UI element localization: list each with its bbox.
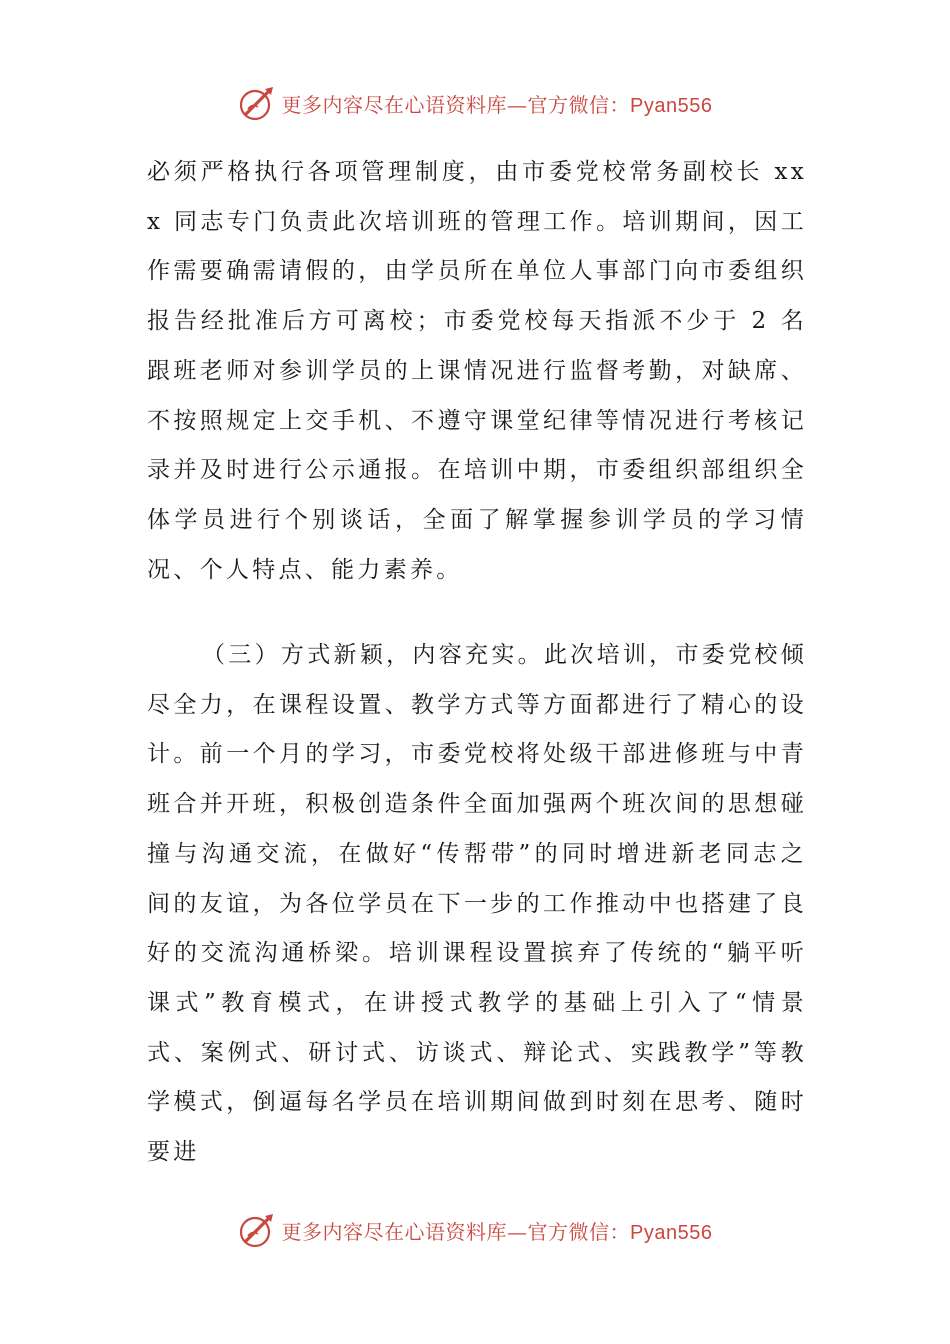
paragraph-management: 必须严格执行各项管理制度，由市委党校常务副校长 xxx 同志专门负责此次培训班的管理工作。培训期间，因工作需要确需请假的，由学员所在单位人事部门向市委组织报告经批准后方可离校；市委党校每天指派不少于 2 名跟班老师对参训学员的上课情况进行监督考勤，对缺席、不按照规定上交手机、不遵守课堂纪律等情况进行考核记录并及时进行公示通报。在培训中期，市委组织部组织全体学员进行个别谈话，全面了解掌握参训学员的学习情况、个人特点、能力素养。 xyxy=(147,159,807,583)
banner-text xyxy=(282,1216,713,1245)
pen-logo-icon xyxy=(238,83,278,123)
banner-text xyxy=(282,89,713,118)
banner-text-cn: 更多内容尽在心语资料库—官方微信： xyxy=(281,92,631,117)
banner-wechat-id: Pyan556 xyxy=(630,94,713,117)
paragraph-method-content: （三）方式新颖，内容充实。此次培训，市委党校倾尽全力，在课程设置、教学方式等方面都进行了精心的设计。前一个月的学习，市委党校将处级干部进修班与中青班合并开班，积极创造条件全面加强两个班次间的思想碰撞与沟通交流，在做好“传帮带”的同时增进新老同志之间的友谊，为各位学员在下一步的工作推动中也搭建了良好的交流沟通桥梁。培训课程设置摈弃了传统的“躺平听课式”教育模式，在讲授式教学的基础上引入了“情景式、案例式、研讨式、访谈式、辩论式、实践教学”等教学模式，倒逼每名学员在培训期间做到时刻在思考、随时要进 xyxy=(147,642,807,1166)
footer-banner xyxy=(0,1205,950,1255)
banner-text-cn: 更多内容尽在心语资料库—官方微信： xyxy=(281,1219,631,1244)
pen-logo-icon xyxy=(238,1210,278,1250)
banner-wechat-id: Pyan556 xyxy=(630,1221,713,1244)
header-banner xyxy=(0,78,950,128)
